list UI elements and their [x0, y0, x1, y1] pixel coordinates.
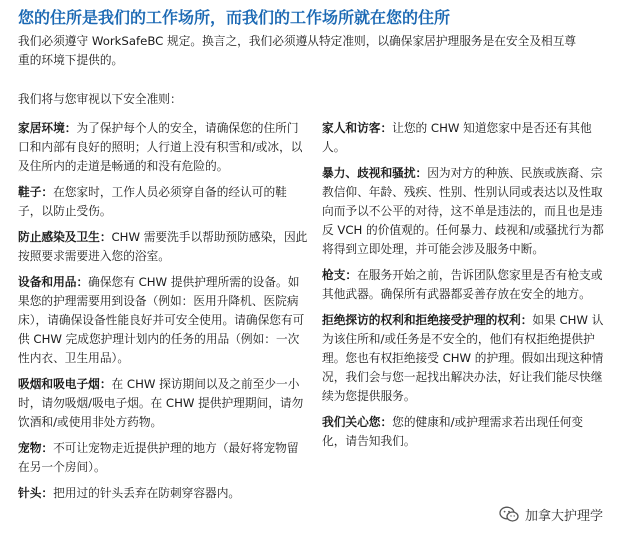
guideline-term: 家居环境： [18, 121, 77, 135]
guideline-right-to-refuse [322, 311, 604, 406]
guideline-term: 设备和用品： [18, 275, 89, 289]
right-column [322, 119, 604, 458]
guideline-term: 家人和访客： [322, 121, 393, 135]
guideline-infection-hygiene [18, 228, 310, 266]
watermark [496, 504, 606, 525]
guideline-text: 在 CHW 探访期间以及之前至少一小时，请勿吸烟/吸电子烟。在 CHW 提供护理期间，请勿饮酒和/或使用非处方药物。 [18, 377, 304, 429]
guideline-term: 暴力、歧视和骚扰： [322, 166, 428, 180]
guideline-text: 在您家时，工作人员必须穿自备的经认可的鞋子，以防止受伤。 [18, 185, 287, 218]
guideline-term: 防止感染及卫生： [18, 230, 112, 244]
guideline-shoes [18, 183, 310, 221]
lead-sentence: 我们将与您审视以下安全准则： [18, 92, 182, 106]
guideline-we-care [322, 413, 604, 451]
left-column [18, 119, 310, 510]
guideline-term: 宠物： [18, 441, 54, 455]
guideline-term: 枪支： [322, 268, 358, 282]
guideline-equipment-supplies [18, 273, 310, 368]
guideline-term: 我们关心您： [322, 415, 393, 429]
guideline-needles [18, 484, 310, 503]
intro-paragraph: 我们必须遵守 WorkSafeBC 规定。换言之，我们必须遵从特定准则，以确保家居护理服务是在安全及相互尊重的环境下提供的。 [18, 34, 577, 67]
guideline-text: 如果 CHW 认为该住所和/或任务是不安全的，他们有权拒绝提供护理。您也有权拒绝接受 CHW 的护理。假如出现这种情况，我们会与您一起找出解决办法，好让我们能尽快继续为您提供服务。 [322, 313, 604, 403]
guideline-term: 吸烟和吸电子烟： [18, 377, 112, 391]
guideline-text: 在服务开始之前，告诉团队您家里是否有枪支或其他武器。确保所有武器都妥善存放在安全的地方。 [322, 268, 603, 301]
guideline-pets [18, 439, 310, 477]
guideline-text: 把用过的针头丢弃在防刺穿容器内。 [53, 486, 241, 500]
guideline-firearms [322, 266, 604, 304]
guideline-term: 针头： [18, 486, 54, 500]
guideline-smoking-vaping [18, 375, 310, 432]
guideline-family-visitors [322, 119, 604, 157]
watermark-text: 加拿大护理学 [524, 509, 603, 524]
guideline-text: 您的健康和/或护理需求若出现任何变化，请告知我们。 [322, 415, 584, 448]
guideline-text: CHW 需要洗手以帮助预防感染，因此按照要求需要进入您的浴室。 [18, 230, 308, 263]
guideline-text: 不可让宠物走近提供护理的地方（最好将宠物留在另一个房间）。 [18, 441, 299, 474]
guideline-term: 鞋子： [18, 185, 54, 199]
guideline-text: 因为对方的种族、民族或族裔、宗教信仰、年龄、残疾、性别、性别认同或表达以及性取向而予以不公平的对待，这不单是违法的，而且也是违反 VCH 的价值观的。任何暴力、歧视和/或骚扰行为都将得到立即处理，并可能会涉及服务中断。 [322, 166, 604, 256]
guideline-text: 让您的 CHW 知道您家中是否还有其他人。 [322, 121, 592, 154]
guideline-text: 为了保护每个人的安全，请确保您的住所门口和内部有良好的照明；人行道上没有积雪和/或冰，以及住所内的走道是畅通的和没有危险的。 [18, 121, 303, 173]
guideline-home-environment [18, 119, 310, 176]
guideline-violence-discrimination [322, 164, 604, 259]
guideline-text: 确保您有 CHW 提供护理所需的设备。如果您的护理需要用到设备（例如：医用升降机、医院病床），请确保设备性能良好并可安全使用。请确保您有可供 CHW 完成您护理计划内的任务的用品（例如：一次性内衣、卫生用品）。 [18, 275, 305, 365]
page-title: 您的住所是我们的工作场所，而我们的工作场所就在您的住所 [18, 8, 451, 27]
wechat-icon [499, 506, 519, 523]
guideline-term: 拒绝探访的权利和拒绝接受护理的权利： [322, 313, 533, 327]
